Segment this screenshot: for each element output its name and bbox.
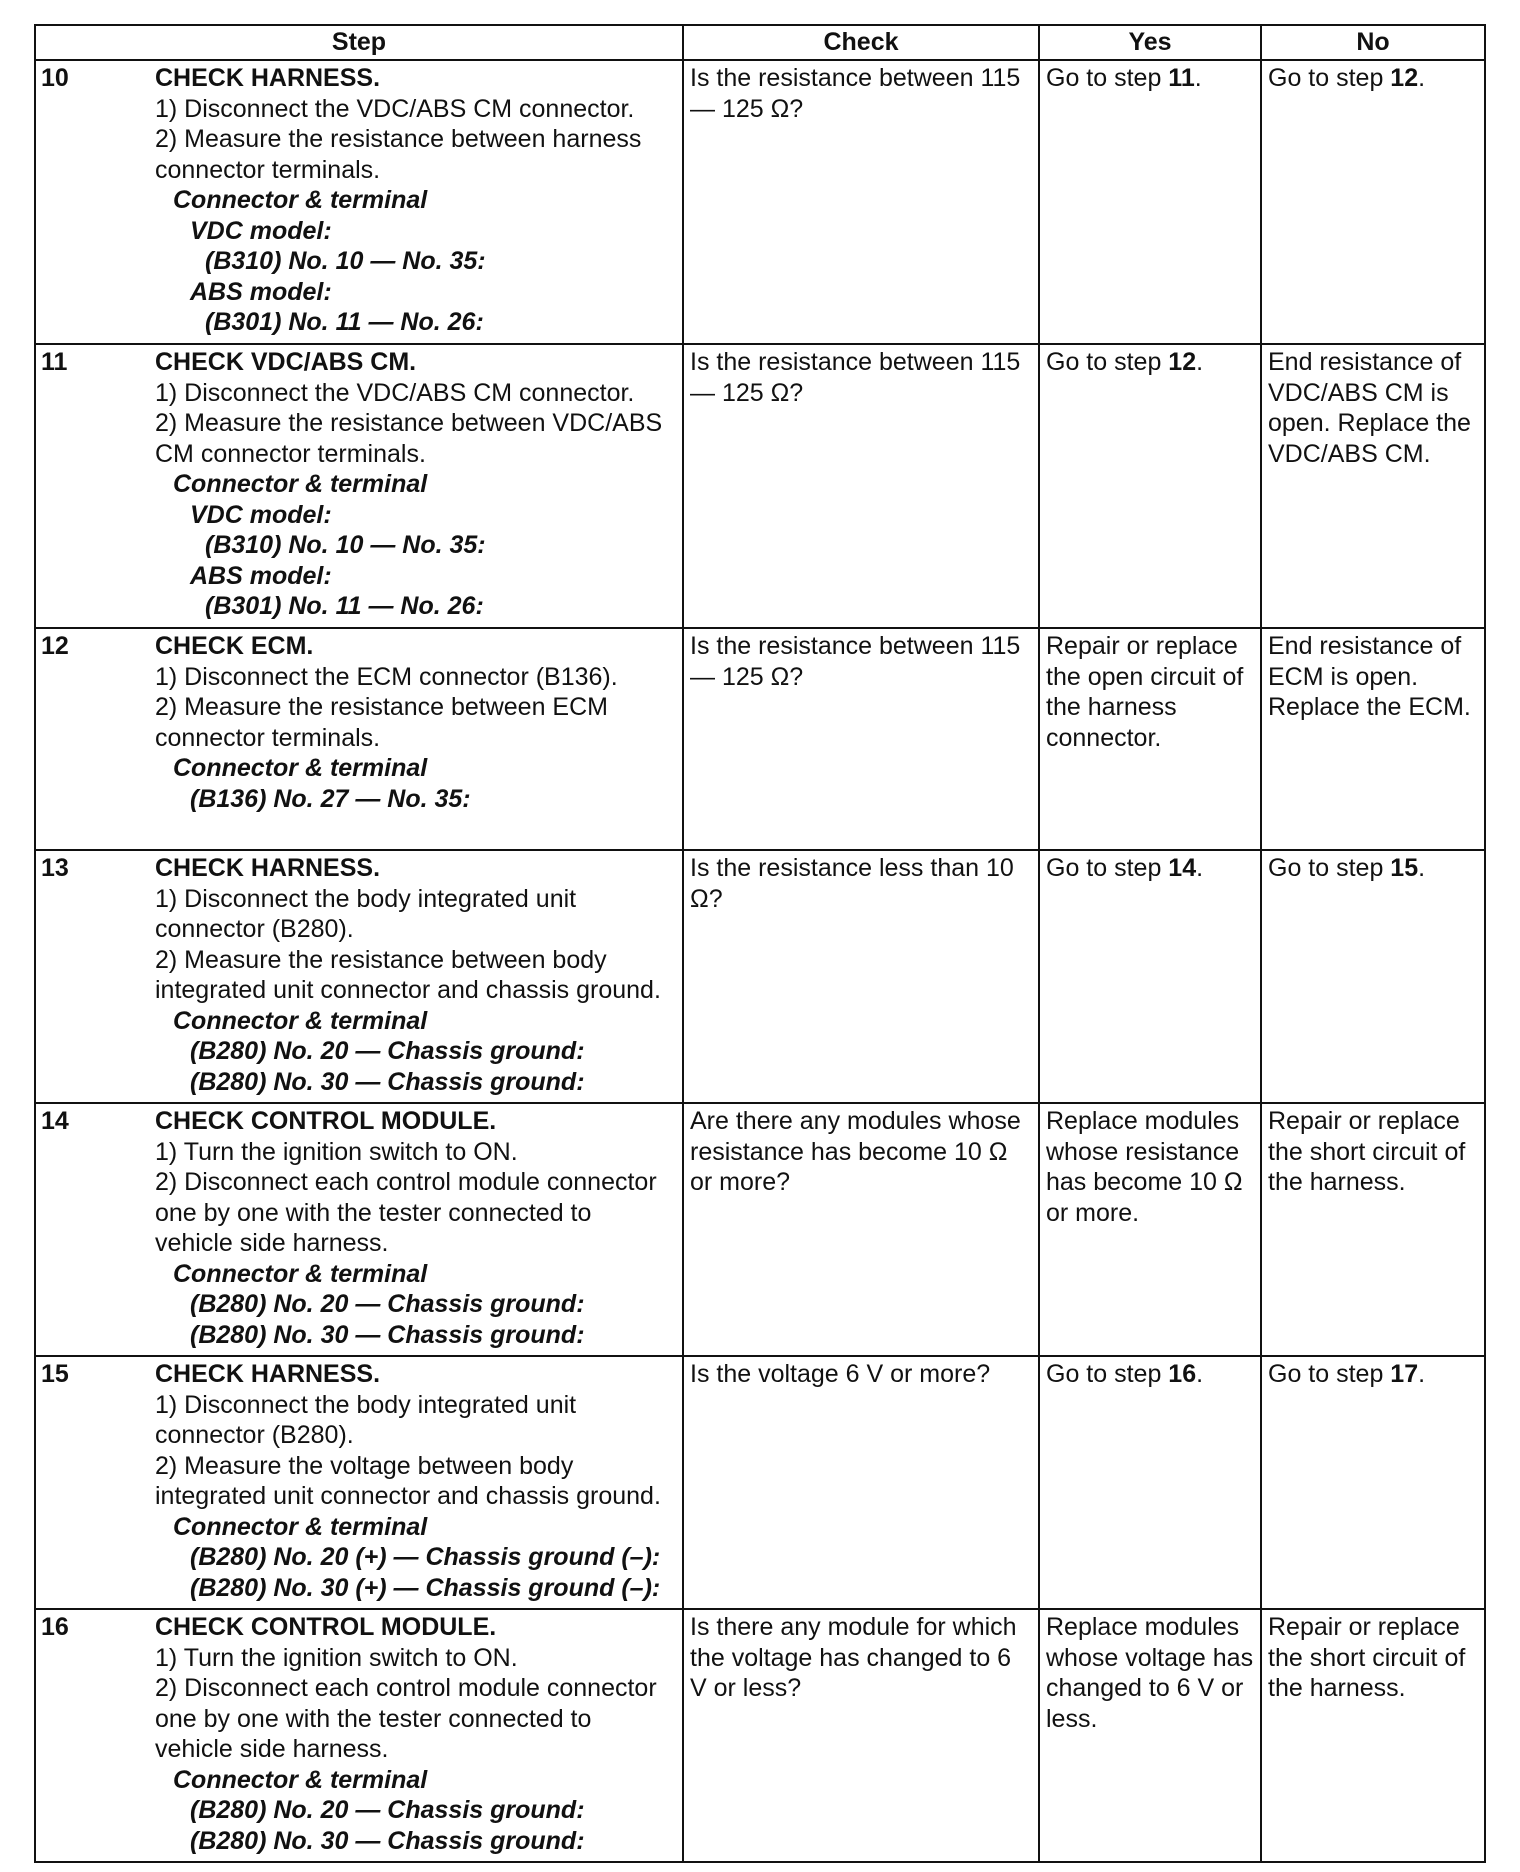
yes-cell: [1039, 344, 1261, 628]
no-step-ref: 12: [1390, 64, 1419, 92]
no-cell: End resistance of VDC/ABS CM is open. Replace the VDC/ABS CM.: [1261, 344, 1485, 628]
connector-terminal: (B310) No. 10 — No. 35:: [205, 247, 486, 275]
step-instruction: 2) Measure the resistance between harness connector terminals.: [155, 125, 642, 184]
step-number: 14: [35, 1103, 155, 1356]
step-instruction: 1) Turn the ignition switch to ON.: [155, 1137, 518, 1166]
yes-cell: Repair or replace the open circuit of the harness connector.: [1039, 628, 1261, 850]
yes-period: .: [1196, 854, 1204, 882]
no-cell: Repair or replace the short circuit of the harness.: [1261, 1103, 1485, 1356]
step-instruction: 2) Measure the voltage between body integrated unit connector and chassis ground.: [155, 1451, 661, 1510]
connector-terminal: (B310) No. 10 — No. 35:: [205, 531, 486, 559]
check-cell: Is the voltage 6 V or more?: [683, 1356, 1039, 1609]
table-row: [35, 628, 1485, 850]
yes-step-ref: 14: [1168, 854, 1197, 882]
connector-terminal: (B280) No. 30 — Chassis ground:: [190, 1826, 585, 1855]
step-instruction: 1) Disconnect the VDC/ABS CM connector.: [155, 94, 635, 123]
no-step-ref: 15: [1390, 854, 1419, 882]
no-cell: [1261, 850, 1485, 1103]
step-number: 15: [35, 1356, 155, 1609]
step-instruction: 2) Disconnect each control module connector one by one with the tester connected to vehicle side harness.: [155, 1674, 657, 1763]
connector-terminal: (B280) No. 20 — Chassis ground:: [190, 1037, 585, 1065]
diagnostic-table: [34, 24, 1486, 1863]
check-cell: Is the resistance between 115 — 125 Ω?: [683, 60, 1039, 344]
yes-text: Go to step: [1046, 854, 1169, 882]
step-title: CHECK VDC/ABS CM.: [155, 348, 417, 376]
connector-model: ABS model:: [190, 561, 332, 590]
connector-model: VDC model:: [190, 216, 332, 245]
connector-heading: Connector & terminal: [173, 754, 428, 782]
connector-heading: Connector & terminal: [173, 1765, 428, 1794]
no-period: .: [1418, 854, 1426, 882]
table-row: [35, 60, 1485, 344]
table-row: [35, 1103, 1485, 1356]
no-period: .: [1418, 64, 1426, 92]
step-instruction: 1) Turn the ignition switch to ON.: [155, 1643, 518, 1672]
step-title: CHECK HARNESS.: [155, 64, 381, 92]
step-cell: [155, 850, 683, 1103]
connector-heading: Connector & terminal: [173, 1259, 428, 1288]
connector-terminal: (B280) No. 20 (+) — Chassis ground (–):: [190, 1543, 661, 1571]
no-cell: [1261, 60, 1485, 344]
yes-text: Go to step: [1046, 348, 1169, 376]
step-instruction: 1) Disconnect the ECM connector (B136).: [155, 662, 618, 691]
connector-heading: Connector & terminal: [173, 470, 428, 498]
no-cell: [1261, 1356, 1485, 1609]
yes-text: Go to step: [1046, 64, 1169, 92]
no-text: Go to step: [1268, 64, 1391, 92]
step-number: 16: [35, 1609, 155, 1862]
step-number: 13: [35, 850, 155, 1103]
step-number: 10: [35, 60, 155, 344]
connector-terminal: (B301) No. 11 — No. 26:: [205, 592, 484, 620]
check-cell: Is the resistance less than 10 Ω?: [683, 850, 1039, 1103]
connector-terminal: (B280) No. 30 — Chassis ground:: [190, 1320, 585, 1349]
no-period: .: [1418, 1360, 1426, 1388]
step-title: CHECK HARNESS.: [155, 1360, 381, 1388]
connector-terminal: (B136) No. 27 — No. 35:: [190, 784, 471, 813]
step-instruction: 1) Disconnect the VDC/ABS CM connector.: [155, 378, 635, 407]
table-row: [35, 344, 1485, 628]
table-row: [35, 1609, 1485, 1862]
no-text: Go to step: [1268, 854, 1391, 882]
step-title: CHECK CONTROL MODULE.: [155, 1107, 497, 1135]
yes-cell: Replace modules whose voltage has changed to 6 V or less.: [1039, 1609, 1261, 1862]
table-row: [35, 850, 1485, 1103]
table-row: [35, 1356, 1485, 1609]
step-instruction: 2) Measure the resistance between body integrated unit connector and chassis ground.: [155, 945, 661, 1004]
header-yes: Yes: [1039, 25, 1261, 60]
step-title: CHECK CONTROL MODULE.: [155, 1613, 497, 1641]
step-instruction: 2) Measure the resistance between ECM connector terminals.: [155, 693, 608, 752]
no-cell: Repair or replace the short circuit of the harness.: [1261, 1609, 1485, 1862]
step-cell: [155, 60, 683, 344]
connector-terminal: (B280) No. 30 — Chassis ground:: [190, 1067, 585, 1096]
no-cell: End resistance of ECM is open. Replace the ECM.: [1261, 628, 1485, 850]
check-cell: Are there any modules whose resistance has become 10 Ω or more?: [683, 1103, 1039, 1356]
step-instruction: 1) Disconnect the body integrated unit connector (B280).: [155, 884, 577, 943]
yes-step-ref: 11: [1168, 64, 1195, 92]
header-row: [35, 25, 1485, 60]
yes-cell: Replace modules whose resistance has become 10 Ω or more.: [1039, 1103, 1261, 1356]
yes-step-ref: 16: [1168, 1360, 1197, 1388]
no-step-ref: 17: [1390, 1360, 1419, 1388]
header-no: No: [1261, 25, 1485, 60]
connector-terminal: (B280) No. 30 (+) — Chassis ground (–):: [190, 1573, 661, 1602]
yes-cell: [1039, 60, 1261, 344]
step-number: 12: [35, 628, 155, 850]
header-step: Step: [35, 25, 683, 60]
step-cell: [155, 1609, 683, 1862]
connector-heading: Connector & terminal: [173, 1006, 428, 1035]
yes-text: Go to step: [1046, 1360, 1169, 1388]
step-title: CHECK HARNESS.: [155, 854, 381, 882]
connector-terminal: (B301) No. 11 — No. 26:: [205, 308, 484, 336]
step-cell: [155, 1103, 683, 1356]
yes-step-ref: 12: [1168, 348, 1197, 376]
yes-period: .: [1194, 64, 1202, 92]
step-cell: [155, 628, 683, 850]
step-number: 11: [35, 344, 155, 628]
step-title: CHECK ECM.: [155, 632, 314, 660]
step-cell: [155, 344, 683, 628]
check-cell: Is the resistance between 115 — 125 Ω?: [683, 344, 1039, 628]
yes-period: .: [1196, 1360, 1204, 1388]
connector-terminal: (B280) No. 20 — Chassis ground:: [190, 1796, 585, 1824]
connector-model: VDC model:: [190, 500, 332, 529]
step-instruction: 2) Disconnect each control module connector one by one with the tester connected to vehicle side harness.: [155, 1168, 657, 1257]
connector-terminal: (B280) No. 20 — Chassis ground:: [190, 1290, 585, 1318]
connector-heading: Connector & terminal: [173, 1512, 428, 1541]
check-cell: Is there any module for which the voltage has changed to 6 V or less?: [683, 1609, 1039, 1862]
connector-heading: Connector & terminal: [173, 186, 428, 214]
header-check: Check: [683, 25, 1039, 60]
yes-cell: [1039, 1356, 1261, 1609]
check-cell: Is the resistance between 115 — 125 Ω?: [683, 628, 1039, 850]
connector-model: ABS model:: [190, 277, 332, 306]
step-instruction: 1) Disconnect the body integrated unit connector (B280).: [155, 1390, 577, 1449]
step-cell: [155, 1356, 683, 1609]
no-text: Go to step: [1268, 1360, 1391, 1388]
step-instruction: 2) Measure the resistance between VDC/ABS CM connector terminals.: [155, 409, 663, 468]
yes-cell: [1039, 850, 1261, 1103]
yes-period: .: [1196, 348, 1204, 376]
